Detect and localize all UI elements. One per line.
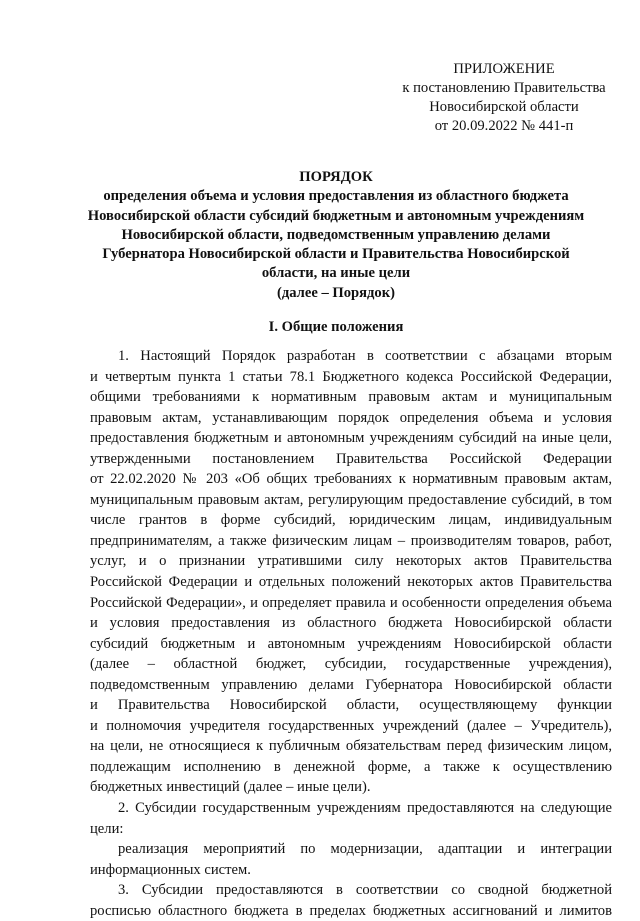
body-line: и полномочия учредителя государственных учреждений (далее – Учредитель), bbox=[90, 717, 612, 734]
body-line: от 22.02.2020 № 203 «Об общих требованиях к нормативным правовым актам, bbox=[90, 471, 612, 488]
title-line: Новосибирской области, подведомственным управлению делами bbox=[121, 226, 551, 243]
body-line: числе грантов в форме субсидий, юридическим лицам, индивидуальным bbox=[90, 512, 612, 529]
body-text bbox=[90, 346, 612, 921]
body-line: и условия предоставления из областного бюджета Новосибирской области bbox=[90, 615, 612, 632]
body-line: информационных систем. bbox=[90, 861, 251, 878]
body-line: утвержденными постановлением Правительства Российской Федерации bbox=[90, 450, 612, 467]
body-line: цели: bbox=[90, 820, 124, 837]
body-line: бюджетных инвестиций (далее – иные цели). bbox=[90, 779, 371, 796]
body-line: правовым актам, устанавливающим порядок определения объема и условия bbox=[90, 409, 612, 426]
section-heading: I. Общие положения bbox=[268, 319, 404, 335]
body-line: 3. Субсидии предоставляются в соответствии со сводной бюджетной bbox=[118, 882, 612, 899]
body-line: субсидий бюджетным и автономным учреждениям Новосибирской области bbox=[90, 635, 612, 652]
body-line: подлежащим исполнению в денежной форме, а также к осуществлению bbox=[90, 758, 612, 775]
body-line: 2. Субсидии государственным учреждениям предоставляются на следующие bbox=[118, 800, 612, 817]
title-line: Новосибирской области субсидий бюджетным и автономным учреждениям bbox=[87, 207, 585, 224]
appendix-region: Новосибирской области bbox=[429, 99, 579, 115]
body-line: услуг, и о признании утратившими силу некоторых актов Правительства bbox=[90, 553, 612, 570]
body-line: и Правительства Новосибирской области, осуществляющему функции bbox=[90, 697, 612, 714]
body-line: общими требованиями к нормативным правовым актам и муниципальным bbox=[90, 389, 612, 406]
body-line: реализация мероприятий по модернизации, адаптации и интеграции bbox=[118, 841, 612, 858]
body-line: 1. Настоящий Порядок разработан в соответствии с абзацами вторым bbox=[118, 348, 612, 364]
body-line: подведомственным управлению делами Губернатора Новосибирской области bbox=[90, 676, 612, 693]
body-line: на цели, не относящиеся к публичным обязательствам перед физическим лицом, bbox=[90, 738, 612, 755]
appendix-header bbox=[388, 60, 620, 136]
appendix-date-number: от 20.09.2022 № 441-п bbox=[434, 118, 574, 134]
title-line: определения объема и условия предоставления из областного бюджета bbox=[103, 188, 569, 205]
title-line: области, на иные цели bbox=[261, 265, 411, 282]
body-line: предпринимателям, а также физическим лицам – производителям товаров, работ, bbox=[90, 532, 612, 549]
body-line: Российской Федерации и отдельных положений некоторых актов Правительства bbox=[90, 574, 612, 591]
document-title bbox=[84, 168, 588, 303]
title-line: (далее – Порядок) bbox=[276, 284, 395, 301]
appendix-resolution-ref: к постановлению Правительства bbox=[402, 80, 606, 96]
appendix-label: ПРИЛОЖЕНИЕ bbox=[453, 61, 555, 77]
title-line: Губернатора Новосибирской области и Правительства Новосибирской bbox=[102, 246, 570, 263]
title-line: ПОРЯДОК bbox=[299, 169, 373, 185]
body-line: муниципальным правовым актам, регулирующим предоставление субсидий, в том bbox=[90, 491, 612, 508]
body-line: предоставления бюджетным и автономным учреждениям субсидий на иные цели, bbox=[90, 430, 612, 447]
body-line: (далее – областной бюджет, субсидии, государственные учреждения), bbox=[90, 656, 612, 673]
body-line: Российской Федерации», и определяет правила и особенности определения объема bbox=[90, 594, 612, 611]
body-line: росписью областного бюджета в пределах бюджетных ассигнований и лимитов bbox=[90, 902, 612, 919]
body-line: и четвертым пункта 1 статьи 78.1 Бюджетного кодекса Российской Федерации, bbox=[90, 368, 612, 385]
